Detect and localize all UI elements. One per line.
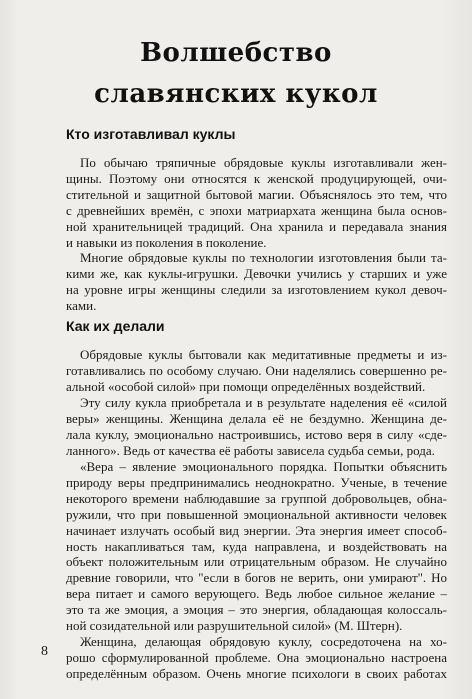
text-line: ность накапливаться там, куда направлена, и воздействовать на <box>66 538 447 554</box>
text-line: на уровне игры женщины следили за изготовлением кукол девоч- <box>66 281 447 297</box>
text-line: альной «особой силой» при помощи определённых воздействий. <box>66 378 426 394</box>
chapter-title-line-2: славянских кукол <box>94 79 378 109</box>
text-line: объект положительным или отрицательным образом. Не случайно <box>66 554 447 570</box>
text-line: По обычаю тряпичные обрядовые куклы изготавливали жен- <box>80 155 447 170</box>
text-line: ной созидательной или разрушительной силой» (М. Штерн). <box>66 618 403 634</box>
text-line: Женщина, делающая обрядовую куклу, сосредоточена на хо- <box>80 634 447 649</box>
text-line: вера питает и самого верующего. Ведь любое сильное желание – <box>66 586 447 602</box>
paragraph <box>66 395 447 459</box>
text-line: некоторого времени наблюдавшие за группой добровольцев, обна- <box>66 490 447 506</box>
paragraph <box>66 347 447 395</box>
section-heading-how: Как их делали <box>66 318 165 334</box>
text-line: ружили, что при повышенной эмоциональной активности человек <box>66 506 447 522</box>
text-line: Эту силу кукла приобретала и в результате наделения её «силой <box>80 395 447 410</box>
text-line: готавливались по особому случаю. Они наделялись совершенно ре- <box>66 362 447 378</box>
text-line: щины. Поэтому они относятся к женской продуцирующей, очи- <box>66 170 447 186</box>
text-line: ной хранительницей традиций. Она хранила и передавала знания <box>66 218 447 234</box>
text-line: ками. <box>66 297 97 313</box>
chapter-title-line-1: Волшебство <box>140 38 332 68</box>
paragraph <box>66 250 447 314</box>
text-line: «Вера – явление эмоционального порядка. Попытки объяснить <box>80 459 447 474</box>
text-line: это та же эмоция, а эмоция – это энергия, обладающая колоссаль- <box>66 602 447 618</box>
section-heading-who: Кто изготавливал куклы <box>66 126 236 142</box>
quote-paragraph <box>66 459 447 634</box>
paragraph <box>66 634 447 682</box>
text-line: с древнейших времён, с эпохи матриархата женщина была основ- <box>66 202 447 218</box>
text-line: веры» женщины. Женщина делала её не бездумно. Женщина де- <box>66 410 447 426</box>
text-line: Обрядовые куклы бытовали как медитативные предметы и из- <box>80 347 447 362</box>
text-line: древние говорили, что "если в богов не верить, они умирают". Но <box>66 570 447 586</box>
text-line: кими же, как куклы-игрушки. Девочки учились у старших и уже <box>66 265 447 281</box>
text-line: начинает излучать особый вид энергии. Эта энергия имеет способ- <box>66 522 447 538</box>
text-line: Многие обрядовые куклы по технологии изготовления были та- <box>80 250 447 265</box>
text-line: природу веры предпринимались неоднократно. Ученые, в течение <box>66 474 447 490</box>
page-number: 8 <box>41 644 48 659</box>
text-line: стительной и защитной бытовой магии. Объяснялось это тем, что <box>66 186 447 202</box>
paragraph <box>66 155 447 250</box>
text-line: определённым образом. Очень многие психологи в своих работах <box>66 665 447 681</box>
text-line: рошо сформулированной проблеме. Она эмоционально настроена <box>66 649 447 665</box>
text-line: ланного». Ведь от качества её работы зависела судьба семьи, рода. <box>66 442 435 458</box>
text-line: и навыки из поколения в поколение. <box>66 234 267 250</box>
text-line: лала куклу, эмоционально настроившись, истово веря в силу «сде- <box>66 426 447 442</box>
